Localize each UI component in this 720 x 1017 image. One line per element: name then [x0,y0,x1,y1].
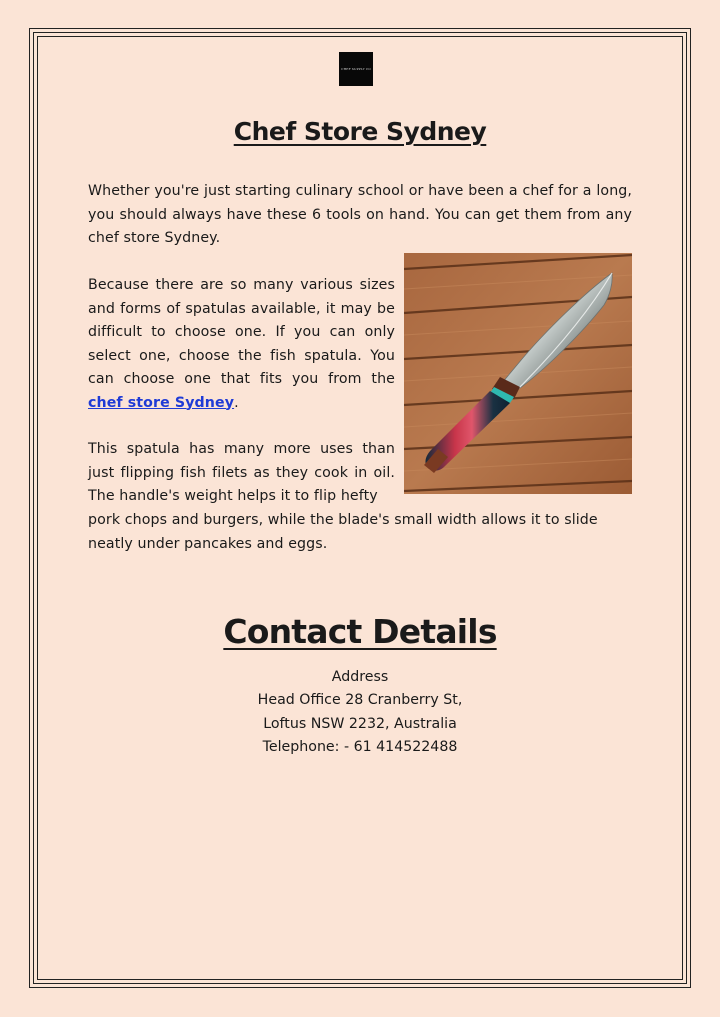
uses-paragraph: This spatula has many more uses than just flipping fish filets as they cook in oil. The handle's weight helps it to flip hefty [88,441,395,504]
spatula-paragraph [88,274,395,415]
contact-heading: Contact Details [223,612,497,651]
spatula-text-end: . [234,394,239,411]
uses-paragraph-continued: pork chops and burgers, while the blade's small width allows it to slide neatly under pancakes and eggs. [88,512,598,552]
knife-photo [404,253,632,494]
intro-paragraph: Whether you're just starting culinary school or have been a chef for a long, you should always have these 6 tools on hand. You can get them from any chef store Sydney. [88,183,632,246]
address-line-1: Head Office 28 Cranberry St, [257,692,463,708]
chef-store-link[interactable]: chef store Sydney [88,394,235,411]
address-label: Address [331,669,389,685]
address-line-2: Loftus NSW 2232, Australia [263,716,457,732]
brand-logo [339,52,373,86]
spatula-text: Because there are so many various sizes and forms of spatulas available, it may be difficult to choose one. If you can only select one, choose the fish spatula. You can choose one that fits you from the [88,277,395,387]
logo-text: CHEF SUPPLY CO [341,67,371,71]
telephone: Telephone: - 61 414522488 [262,739,458,755]
page-title: Chef Store Sydney [233,117,487,146]
